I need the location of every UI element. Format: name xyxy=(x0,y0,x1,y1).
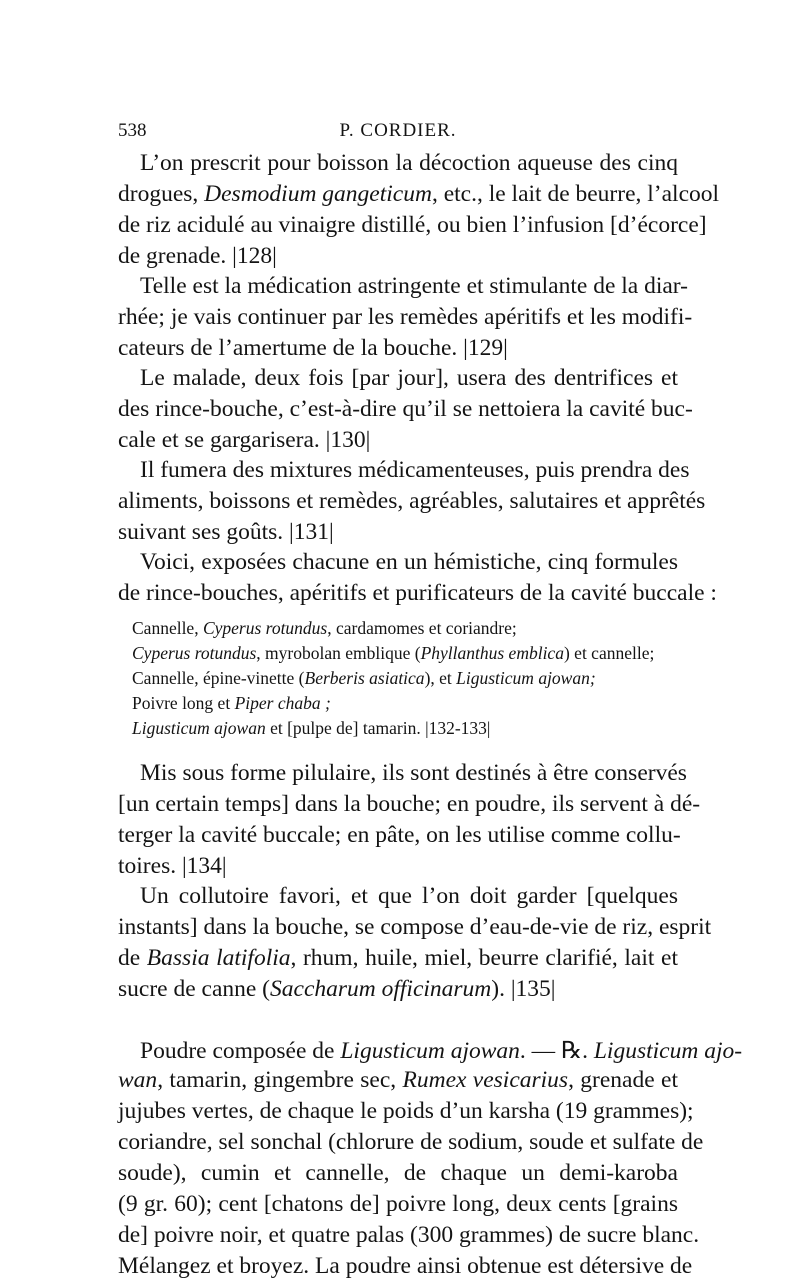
running-head: P. CORDIER. xyxy=(339,120,457,141)
verse-line: Cyperus rotundus, myrobolan emblique (Phyllanthus emblica) et cannelle; xyxy=(132,643,655,663)
page-header xyxy=(118,120,678,150)
text-line: Il fumera des mixtures médicamenteuses, puis prendra des xyxy=(140,457,690,483)
text-line: Mélangez et broyez. La poudre ainsi obtenue est détersive de xyxy=(118,1253,693,1279)
verse-line: Ligusticum ajowan et [pulpe de] tamarin. |132-133| xyxy=(132,718,491,738)
verse-line: Cannelle, Cyperus rotundus, cardamomes et coriandre; xyxy=(132,618,517,638)
text-line: rhée; je vais continuer par les remèdes apéritifs et les modifi- xyxy=(118,304,693,330)
text-line: drogues, Desmodium gangeticum, etc., le lait de beurre, l’alcool xyxy=(118,181,720,207)
text-line: cateurs de l’amertume de la bouche. |129| xyxy=(118,335,508,361)
text-line: toires. |134| xyxy=(118,853,227,879)
verse-line: Cannelle, épine-vinette (Berberis asiatica), et Ligusticum ajowan; xyxy=(132,668,596,688)
text-line: L’on prescrit pour boisson la décoction aqueuse des cinq xyxy=(140,150,678,176)
text-line: Poudre composée de Ligusticum ajowan. — ℞. Ligusticum ajo- xyxy=(140,1038,743,1064)
text-line: suivant ses goûts. |131| xyxy=(118,519,334,545)
text-line: des rince-bouche, c’est-à-dire qu’il se nettoiera la cavité buc- xyxy=(118,396,693,422)
text-line: de rince-bouches, apéritifs et purificateurs de la cavité buccale : xyxy=(118,580,717,606)
text-line: sucre de canne (Saccharum officinarum). |135| xyxy=(118,976,556,1002)
text-line: aliments, boissons et remèdes, agréables, salutaires et apprêtés xyxy=(118,488,706,514)
text-line: de] poivre noir, et quatre palas (300 grammes) de sucre blanc. xyxy=(118,1222,700,1248)
text-line: Le malade, deux fois [par jour], usera des dentrifices et xyxy=(140,365,678,391)
text-line: Mis sous forme pilulaire, ils sont destinés à être conservés xyxy=(140,760,687,786)
text-line: de riz acidulé au vinaigre distillé, ou bien l’infusion [d’écorce] xyxy=(118,212,707,238)
text-line: coriandre, sel sonchal (chlorure de sodium, soude et sulfate de xyxy=(118,1129,704,1155)
text-line: jujubes vertes, de chaque le poids d’un karsha (19 grammes); xyxy=(118,1098,694,1124)
text-line: terger la cavité buccale; en pâte, on les utilise comme collu- xyxy=(118,822,681,848)
text-line: wan, tamarin, gingembre sec, Rumex vesicarius, grenade et xyxy=(118,1067,678,1093)
text-line: Telle est la médication astringente et stimulante de la diar- xyxy=(140,273,688,299)
text-line: soude), cumin et cannelle, de chaque un demi-karoba xyxy=(118,1160,678,1186)
text-line: de Bassia latifolia, rhum, huile, miel, beurre clarifié, lait et xyxy=(118,945,678,971)
text-line: instants] dans la bouche, se compose d’eau-de-vie de riz, esprit xyxy=(118,914,712,940)
text-line: [un certain temps] dans la bouche; en poudre, ils servent à dé- xyxy=(118,791,701,817)
text-line: cale et se gargarisera. |130| xyxy=(118,427,371,453)
text-line: Un collutoire favori, et que l’on doit garder [quelques xyxy=(140,883,678,909)
verse-line: Poivre long et Piper chaba ; xyxy=(132,693,331,713)
text-line: Voici, exposées chacune en un hémistiche, cinq formules xyxy=(140,549,678,575)
page-number: 538 xyxy=(118,120,147,141)
text-line: de grenade. |128| xyxy=(118,243,277,269)
text-line: (9 gr. 60); cent [chatons de] poivre long, deux cents [grains xyxy=(118,1191,678,1217)
